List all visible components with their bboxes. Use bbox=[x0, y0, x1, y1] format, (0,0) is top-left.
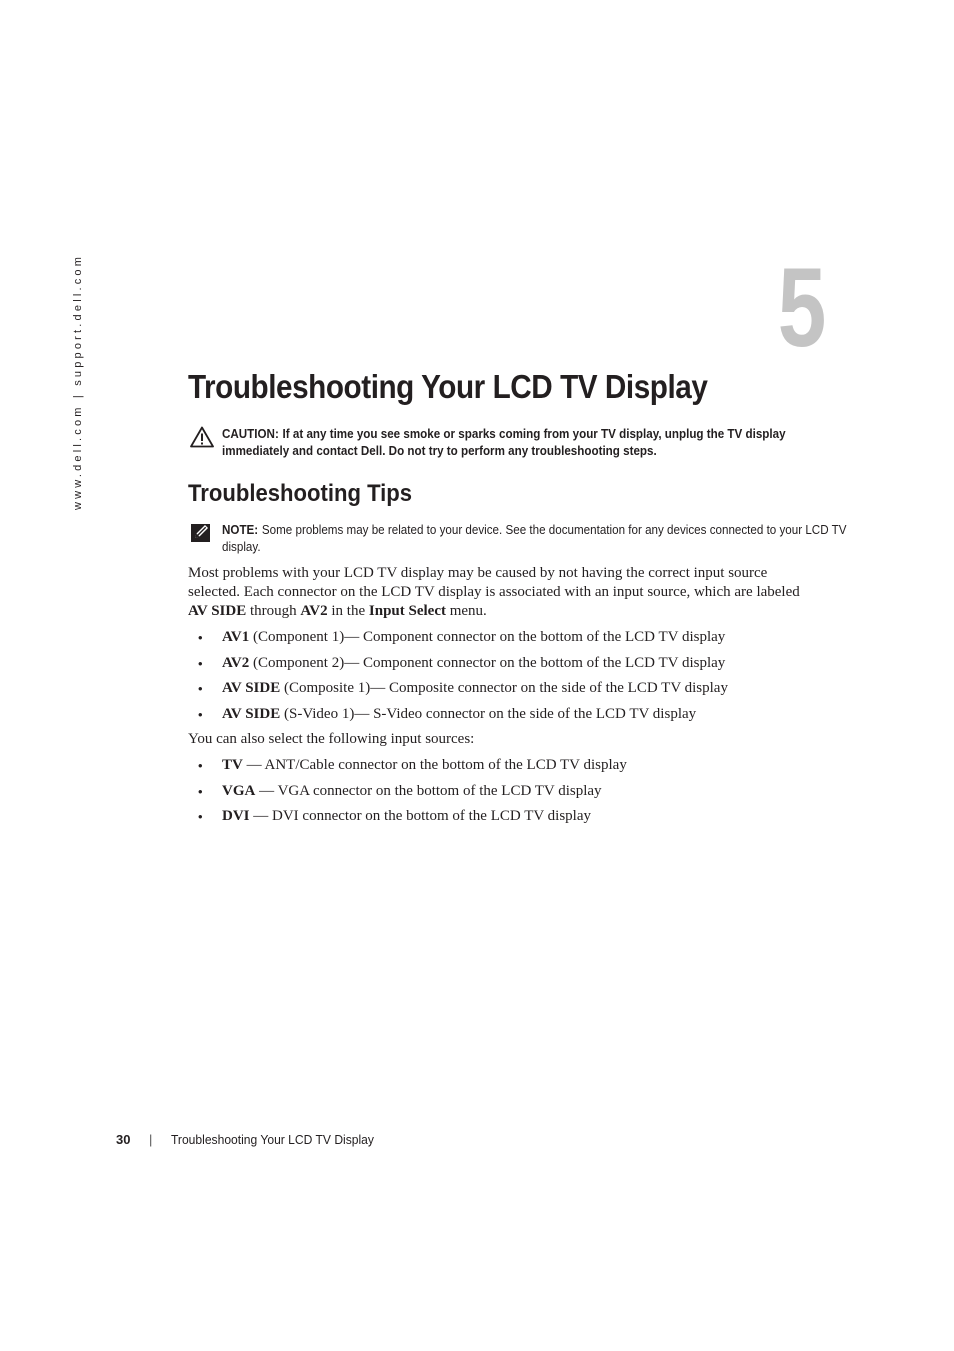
list-item bbox=[188, 807, 828, 833]
caution-notice bbox=[188, 426, 828, 460]
list-item bbox=[188, 654, 828, 680]
page-title: Troubleshooting Your LCD TV Display bbox=[188, 368, 708, 405]
list-item bbox=[188, 628, 828, 654]
intro-text-1: Most problems with your LCD TV display may be caused by not having the correct input source selected. Each connector on the LCD TV display is associated with an input source, which are labeled bbox=[188, 565, 800, 600]
section-heading: Troubleshooting Tips bbox=[188, 480, 413, 507]
input-source-list bbox=[188, 628, 828, 730]
list-item bbox=[188, 756, 828, 782]
intro-bold-av-side: AV SIDE bbox=[188, 603, 247, 619]
note-notice bbox=[188, 522, 847, 556]
input-name: VGA bbox=[222, 782, 256, 799]
input-name: AV2 bbox=[222, 654, 250, 671]
input-desc: (Composite 1)— Composite connector on the side of the LCD TV display bbox=[280, 680, 728, 696]
input-name: AV SIDE bbox=[222, 680, 281, 696]
page-footer bbox=[116, 1132, 374, 1147]
intro-text-3: in the bbox=[327, 603, 369, 619]
intro-text-4: menu. bbox=[445, 603, 487, 619]
input-desc: (Component 1)— Component connector on the bottom of the LCD TV display bbox=[249, 629, 726, 645]
warning-triangle-icon bbox=[190, 426, 214, 453]
intro-text-2: through bbox=[246, 603, 301, 619]
footer-separator: | bbox=[149, 1132, 153, 1147]
list-item bbox=[188, 705, 828, 731]
page-number: 30 bbox=[116, 1132, 131, 1147]
list-item bbox=[188, 679, 828, 705]
note-pencil-icon bbox=[190, 522, 212, 549]
note-text: Some problems may be related to your device. See the documentation for any devices connected to your LCD TV display. bbox=[222, 523, 847, 554]
footer-title: Troubleshooting Your LCD TV Display bbox=[171, 1132, 374, 1147]
input-desc: — ANT/Cable connector on the bottom of the LCD TV display bbox=[242, 757, 627, 773]
intro-bold-input-select: Input Select bbox=[368, 603, 446, 619]
intro-bold-av2: AV2 bbox=[300, 603, 328, 619]
input-name: AV SIDE bbox=[222, 705, 281, 722]
input-desc: — VGA connector on the bottom of the LCD TV display bbox=[255, 782, 602, 799]
also-paragraph: You can also select the following input sources: bbox=[188, 731, 475, 747]
caution-text: If at any time you see smoke or sparks coming from your TV display, unplug the TV display immediately and contact Dell. Do not try to perform any troubleshooting steps. bbox=[222, 427, 786, 458]
input-name: TV bbox=[222, 757, 243, 773]
side-url: www.dell.com | support.dell.com bbox=[72, 253, 84, 510]
other-input-list bbox=[188, 756, 828, 833]
note-label: NOTE: bbox=[222, 523, 259, 537]
input-name: DVI bbox=[222, 808, 250, 824]
input-name: AV1 bbox=[222, 629, 250, 645]
input-desc: — DVI connector on the bottom of the LCD TV display bbox=[249, 808, 591, 824]
caution-label: CAUTION: bbox=[222, 427, 279, 441]
input-desc: (Component 2)— Component connector on the bottom of the LCD TV display bbox=[249, 654, 726, 671]
list-item bbox=[188, 782, 828, 808]
input-desc: (S-Video 1)— S-Video connector on the side of the LCD TV display bbox=[280, 705, 697, 722]
chapter-number: 5 bbox=[777, 245, 826, 370]
intro-paragraph bbox=[188, 564, 818, 621]
